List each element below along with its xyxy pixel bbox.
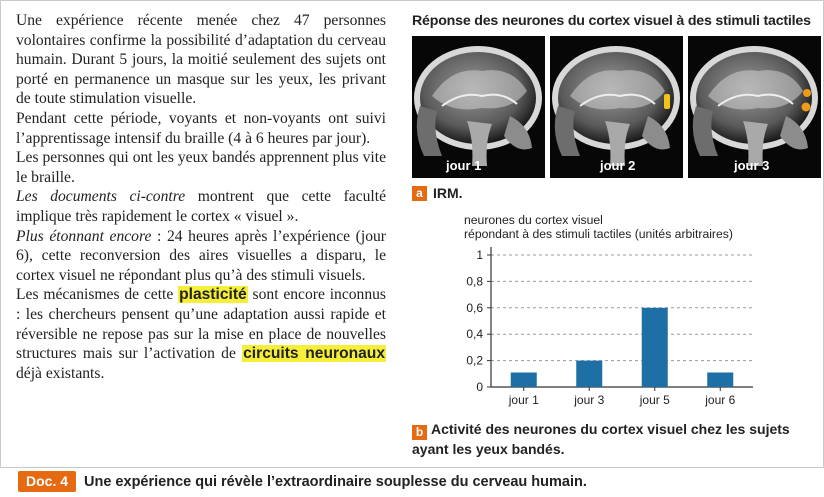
bar-jour-6 <box>707 372 733 387</box>
mri-image-day-3 <box>688 36 821 178</box>
paragraph-6 <box>16 285 386 383</box>
caption-b-text: Activité des neurones du cortex visuel chez les sujets ayant les yeux bandés. <box>412 421 790 457</box>
body-text <box>16 11 386 383</box>
mri-label-day-2: jour 2 <box>600 158 636 173</box>
figure-title: Réponse des neurones du cortex visuel à des stimuli tactiles <box>412 13 811 29</box>
caption-b-badge: b <box>412 425 427 440</box>
bar-jour-3 <box>576 361 602 387</box>
bar-jour-5 <box>642 308 668 387</box>
paragraph-1: Une expérience récente menée chez 47 personnes volontaires confirme la possibilité d’adaptation du cerveau humain. Durant 5 jours, la moitié seulement des sujets ont porté en permanence un masque sur les yeux, les privant de toute stimulation visuelle. <box>16 12 386 108</box>
doc-title: Une expérience qui révèle l’extraordinaire souplesse du cerveau humain. <box>84 473 587 490</box>
paragraph-3: Les personnes qui ont les yeux bandés apprennent plus vite le braille. <box>16 149 386 186</box>
mri-image-day-2 <box>550 36 683 178</box>
bar-chart <box>431 213 821 413</box>
paragraph-6-a: Les mécanismes de cette <box>16 286 179 304</box>
paragraph-2: Pendant cette période, voyants et non-voyants ont suivi l’apprentissage intensif du braille (4 à 6 heures par jour). <box>16 109 386 147</box>
mri-images <box>412 36 822 178</box>
x-tick-label: jour 5 <box>639 393 670 407</box>
y-tick-label: 0,2 <box>466 353 483 368</box>
activation-spot <box>802 103 811 112</box>
caption-b <box>412 420 817 458</box>
y-tick-label: 0,4 <box>466 327 483 342</box>
paragraph-5-rest: : 24 heures après l’expérience (jour 6), cette reconversion des aires visuelles a disparu, le cortex visuel ne répondant plus qu’à des stimuli visuels. <box>16 227 386 284</box>
x-tick-label: jour 1 <box>508 393 539 407</box>
y-tick-label: 0,8 <box>466 274 483 289</box>
doc-number-badge: Doc. 4 <box>18 471 76 492</box>
caption-a-text: IRM. <box>433 185 463 201</box>
keyword-circuits-neuronaux: circuits neuronaux <box>243 345 385 363</box>
x-tick-label: jour 3 <box>574 393 605 407</box>
caption-a <box>412 185 463 201</box>
mri-label-day-3: jour 3 <box>734 158 770 173</box>
chart-plot <box>431 213 821 413</box>
paragraph-6-c: déjà existants. <box>16 364 105 382</box>
x-tick-label: jour 6 <box>705 393 736 407</box>
mri-label-day-1: jour 1 <box>446 158 482 173</box>
paragraph-5 <box>16 227 386 286</box>
activation-spot <box>664 94 670 109</box>
y-tick-label: 0 <box>476 380 483 394</box>
bar-jour-1 <box>511 372 537 387</box>
y-axis-label-line-2: répondant à des stimuli tactiles (unités arbitraires) <box>464 227 733 241</box>
brain-scan-illustration <box>688 36 821 178</box>
keyword-plasticite: plasticité <box>179 286 247 304</box>
y-tick-label: 1 <box>476 248 483 262</box>
paragraph-6-b: sont encore inconnus : les chercheurs pensent qu’une adaptation aussi rapide et réversible ne repose pas sur la mise en place de nouvelles structures mais sur l’activation de <box>16 286 386 363</box>
brain-scan-illustration <box>412 36 545 178</box>
document-footer <box>18 471 587 492</box>
activation-spot <box>803 89 811 97</box>
y-tick-label: 0,6 <box>466 300 483 315</box>
mri-image-day-1 <box>412 36 545 178</box>
paragraph-4 <box>16 187 386 226</box>
paragraph-4-emphasis: Les documents ci-contre <box>16 188 186 206</box>
caption-a-badge: a <box>412 186 427 201</box>
y-axis-label-line-1: neurones du cortex visuel <box>464 213 603 227</box>
brain-scan-illustration <box>550 36 683 178</box>
paragraph-5-emphasis: Plus étonnant encore <box>16 227 152 245</box>
paragraph-4-rest: montrent que cette faculté implique très rapidement le cortex « visuel ». <box>16 188 386 225</box>
